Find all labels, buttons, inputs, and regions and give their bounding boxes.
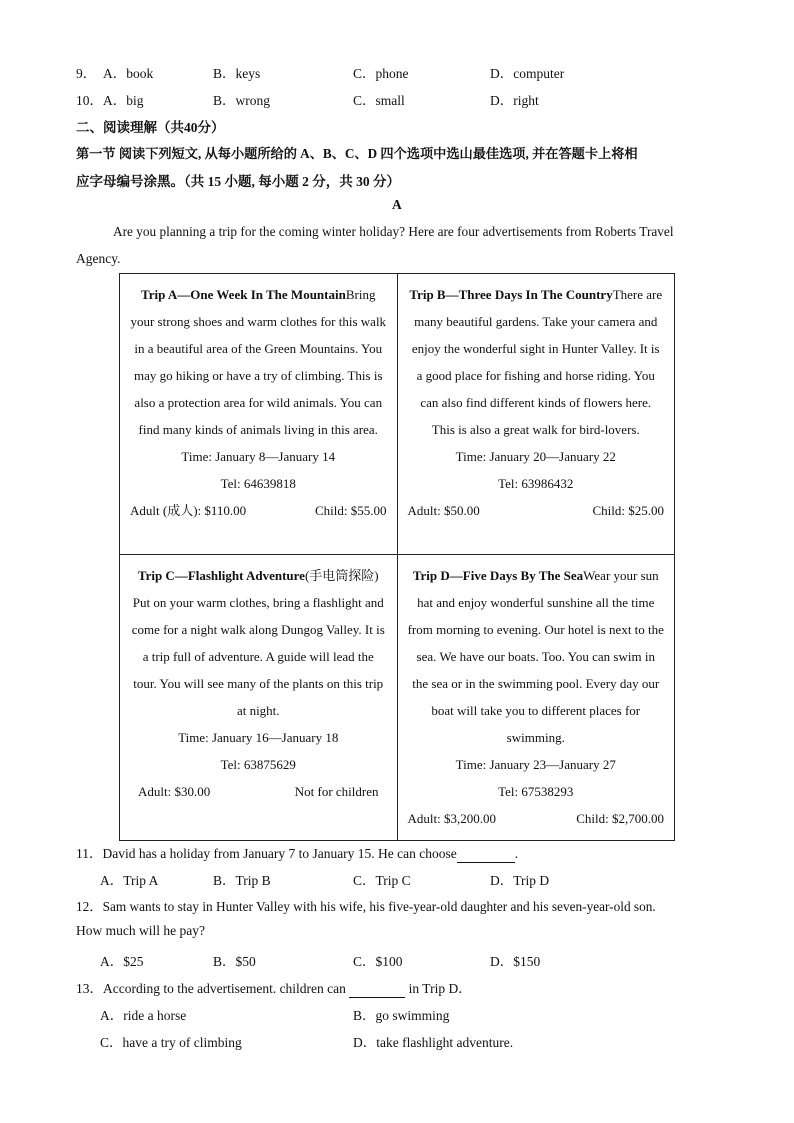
trip-d-time: Time: January 23—January 27: [455, 757, 616, 772]
q13-stem-text: 13．According to the advertisement. children can: [76, 981, 346, 996]
q11-option-d: D．Trip D: [490, 873, 550, 888]
q11-answer-blank: [457, 846, 515, 863]
q12-stem-line-1: 12．Sam wants to stay in Hunter Valley with his wife, his five-year-old daughter and his seven-year-old son.: [76, 899, 656, 914]
trip-b-body: There are many beautiful gardens. Take your camera and enjoy the wonderful sight in Hunter Valley. It is a good place for fishing and horse riding. You can also find different kinds of flowers here. This is also a great walk for bird-lovers.: [411, 287, 663, 437]
q12-option-b: B．$50: [213, 954, 256, 969]
q12-option-c: C．$100: [353, 954, 403, 969]
passage-label: A: [392, 197, 402, 212]
trip-a-adult-price: Adult (成人): $110.00: [130, 503, 247, 518]
q10-option-b: B．wrong: [213, 93, 270, 108]
q11-stem-end: .: [514, 846, 519, 861]
instructions-line-2: 应字母编号涂黑。（共 15 小题, 每小题 2 分，共 30 分）: [76, 174, 400, 189]
intro-line-2: Agency.: [76, 251, 121, 266]
q9-option-d: D．computer: [490, 66, 565, 81]
section-title: 二、阅读理解（共40分）: [76, 120, 225, 135]
trip-b-tel: Tel: 63986432: [498, 476, 574, 491]
instructions-line-1: 第一节 阅读下列短文, 从每小题所给的 A、B、C、D 四个选项中选山最佳选项, 并在答题卡上将相: [76, 146, 638, 161]
q10-option-c: C．small: [353, 93, 405, 108]
trip-c-cell: [120, 555, 398, 841]
trip-a-time: Time: January 8—January 14: [181, 449, 336, 464]
q13-answer-blank: [349, 981, 405, 998]
trip-c-time: Time: January 16—January 18: [178, 730, 339, 745]
trip-c-tel: Tel: 63875629: [220, 757, 296, 772]
q9-option-a: A．book: [103, 66, 154, 81]
trip-d-tel: Tel: 67538293: [498, 784, 574, 799]
trip-a-child-price: Child: $55.00: [314, 503, 387, 518]
trip-b-child-price: Child: $25.00: [592, 503, 664, 518]
q9-option-c: C．phone: [353, 66, 409, 81]
trip-d-adult-price: Adult: $3,200.00: [407, 811, 496, 826]
q9-number: 9．: [76, 66, 97, 81]
trip-b-adult-price: Adult: $50.00: [407, 503, 480, 518]
trip-c-child-note: Not for children: [294, 784, 379, 799]
q10-option-a: A．big: [103, 93, 144, 108]
trip-c-adult-price: Adult: $30.00: [138, 784, 211, 799]
trip-d-cell: [397, 555, 675, 841]
trip-a-title: Trip A—One Week In The Mountain: [141, 287, 346, 302]
q9-option-b: B．keys: [213, 66, 261, 81]
advertisements-table: [119, 273, 675, 841]
q13-option-c: C．have a try of climbing: [100, 1035, 242, 1050]
q13-option-d: D．take flashlight adventure.: [353, 1035, 514, 1050]
q12-stem-line-2: How much will he pay?: [76, 923, 205, 938]
q11-option-a: A．Trip A: [100, 873, 159, 888]
trip-d-body: Wear your sun hat and enjoy wonderful sunshine all the time from morning to evening. Our hotel is next to the sea. We have our boats. Too. You can swim in the sea or in the swimming pool. Every day our boat will take you to different places for swimming.: [407, 568, 664, 745]
q13-stem-end: in Trip D．: [408, 981, 472, 996]
q11-option-b: B．Trip B: [213, 873, 271, 888]
q12-option-a: A．$25: [100, 954, 144, 969]
q13-option-b: B．go swimming: [353, 1008, 450, 1023]
trip-d-title: Trip D—Five Days By The Sea: [412, 568, 584, 583]
trip-a-cell: [120, 274, 398, 555]
trip-b-cell: [397, 274, 675, 555]
q11-option-c: C．Trip C: [353, 873, 411, 888]
intro-line-1: Are you planning a trip for the coming winter holiday? Here are four advertisements from Roberts Travel: [113, 224, 674, 239]
trip-a-tel: Tel: 64639818: [220, 476, 296, 491]
q11-stem-text: 11．David has a holiday from January 7 to January 15. He can choose: [76, 846, 457, 861]
trip-b-time: Time: January 20—January 22: [455, 449, 616, 464]
trip-c-title-extra: (手电筒探险): [304, 568, 379, 583]
trip-b-title: Trip B—Three Days In The Country: [409, 287, 613, 302]
q11-stem: [76, 842, 518, 863]
q12-option-d: D．$150: [490, 954, 541, 969]
trip-c-title: Trip C—Flashlight Adventure: [137, 568, 305, 583]
q10-number: 10．: [76, 93, 103, 108]
q10-option-d: D．right: [490, 93, 539, 108]
q13-option-a: A．ride a horse: [100, 1008, 187, 1023]
trip-a-body: Bring your strong shoes and warm clothes for this walk in a beautiful area of the Green Mountains. You may go hiking or have a try of climbing. This is also a protection area for wild animals. You can find many kinds of animals living in this area.: [130, 287, 387, 437]
trip-d-child-price: Child: $2,700.00: [576, 811, 664, 826]
trip-c-body: Put on your warm clothes, bring a flashlight and come for a night walk along Dungog Valley. It is a trip full of adventure. A guide will lead the tour. You will see many of the plants on this trip at night.: [131, 595, 385, 718]
q13-stem: [76, 977, 472, 998]
